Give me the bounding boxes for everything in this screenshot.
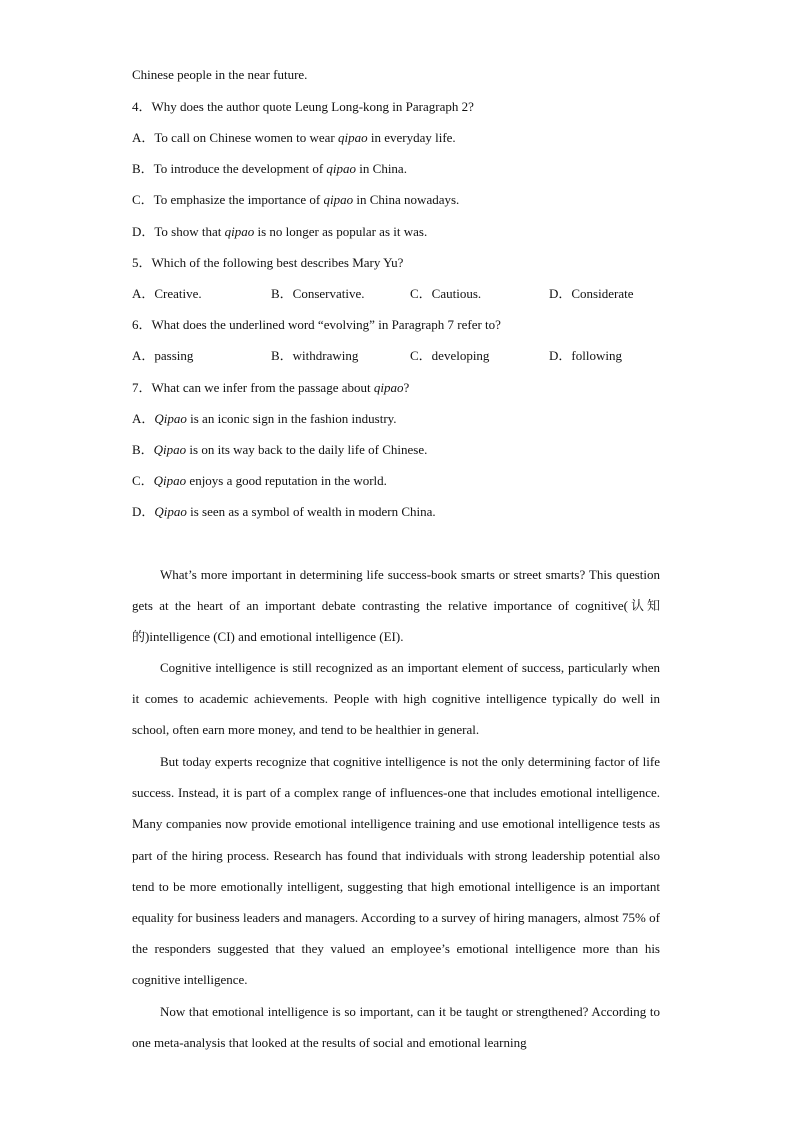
question-6-stem: 6．What does the underlined word “evolving” in Paragraph 7 refer to? [132,317,501,332]
question-6-option-a: A．passing [132,348,194,363]
question-6-option-d: D．following [549,348,622,363]
passage-paragraph-3: But today experts recognize that cognitive intelligence is not the only determining factor of life success. Instead, it is part of a complex range of influences-one that includes emotional intelligence. Many companies now provide emotional intelligence training and use emotional intelligence tests as part of the hiring process. Research has found that individuals with strong leadership potential also tend to be more emotionally intelligent, suggesting that high emotional intelligence is an important equality for business leaders and managers. According to a survey of hiring managers, almost 75% of the responders suggested that they valued an employee’s emotional intelligence more than his cognitive intelligence. [132,754,660,988]
passage-paragraph-2: Cognitive intelligence is still recognized as an important element of success, particularly when it comes to academic achievements. People with high cognitive intelligence typically do well in school, often earn more money, and tend to be healthier in general. [132,660,660,738]
question-6-option-c: C．developing [410,348,490,363]
question-7-stem: 7．What can we infer from the passage about qipao? [132,380,410,395]
question-6-options [132,347,692,365]
question-4-option-a: A．To call on Chinese women to wear qipao in everyday life. [132,130,456,145]
question-4-option-d: D．To show that qipao is no longer as popular as it was. [132,224,428,239]
question-4-option-b: B．To introduce the development of qipao in China. [132,161,407,176]
question-5-option-a: A．Creative. [132,286,202,301]
question-5-option-b: B．Conservative. [271,286,365,301]
question-4-stem: 4．Why does the author quote Leung Long-kong in Paragraph 2? [132,99,474,114]
question-5-options [132,285,692,303]
question-7-option-b: B．Qipao is on its way back to the daily life of Chinese. [132,442,428,457]
question-5-option-c: C．Cautious. [410,286,482,301]
question-7-option-d: D．Qipao is seen as a symbol of wealth in modern China. [132,504,436,519]
question-7-option-a: A．Qipao is an iconic sign in the fashion industry. [132,411,397,426]
question-5-stem: 5．Which of the following best describes Mary Yu? [132,255,404,270]
question-5-option-d: D．Considerate [549,286,634,301]
question-7-option-c: C．Qipao enjoys a good reputation in the world. [132,473,387,488]
question-4-option-c: C．To emphasize the importance of qipao in China nowadays. [132,192,460,207]
previous-passage-tail: Chinese people in the near future. [132,67,308,82]
passage-paragraph-1: What’s more important in determining life success-book smarts or street smarts? This question gets at the heart of an important debate contrasting the relative importance of cognitive(认知的)intelligence (CI) and emotional intelligence (EI). [132,567,660,645]
passage-paragraph-4: Now that emotional intelligence is so important, can it be taught or strengthened? According to one meta-analysis that looked at the results of social and emotional learning [132,1004,660,1051]
question-6-option-b: B．withdrawing [271,348,359,363]
